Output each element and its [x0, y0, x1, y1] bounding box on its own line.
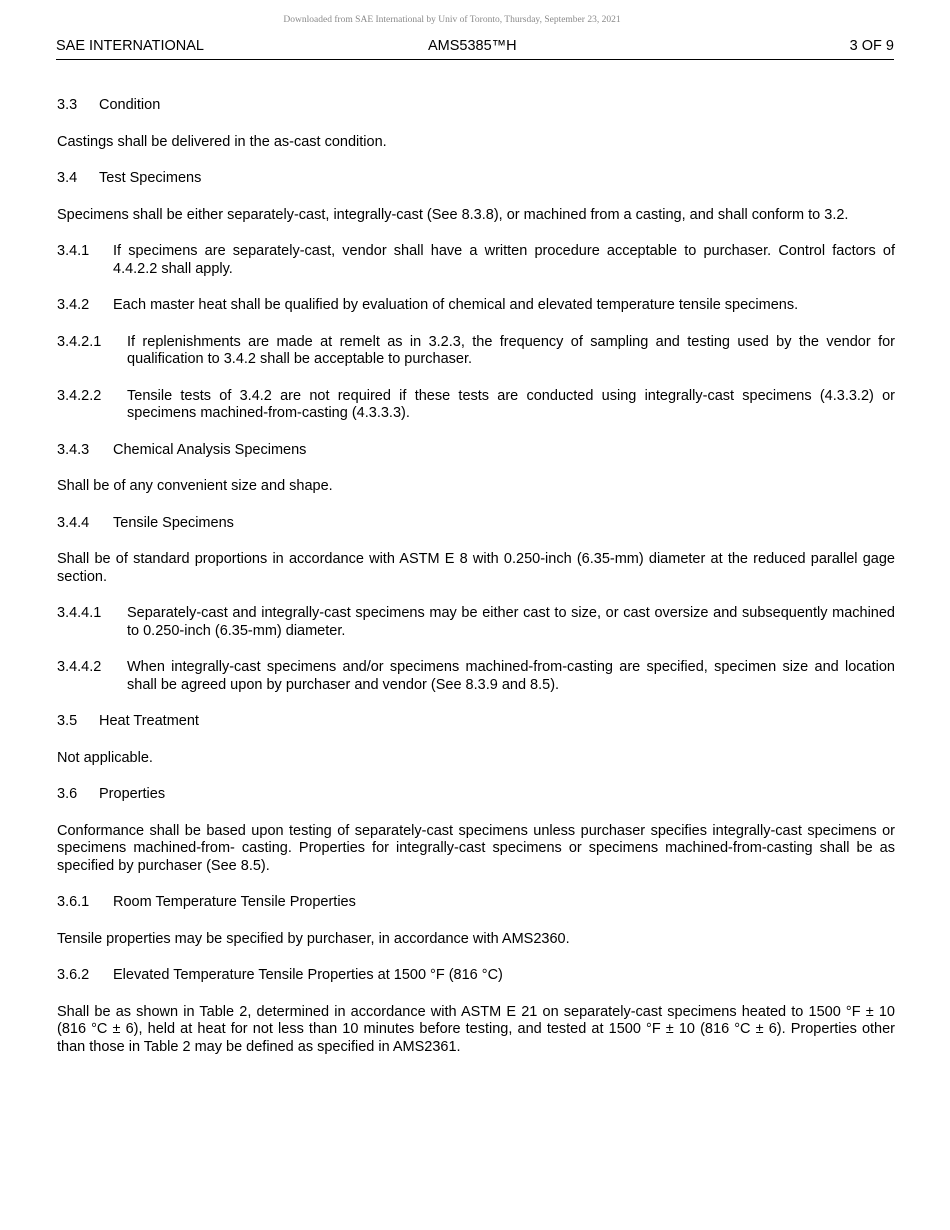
download-watermark: Downloaded from SAE International by Univ of Toronto, Thursday, September 23, 2021 — [283, 15, 621, 25]
section-number: 3.6.1 — [57, 894, 90, 910]
section-text-3-5: Not applicable. — [57, 749, 153, 766]
section-number: 3.6 — [57, 786, 78, 802]
clause-number: 3.4.2 — [57, 297, 90, 313]
section-title: Condition — [99, 97, 161, 113]
clause-text: If specimens are separately-cast, vendor shall have a written procedure acceptable to purchaser. Control factors of 4.4.2.2 shall apply. — [113, 243, 895, 277]
section-title: Test Specimens — [99, 170, 202, 186]
section-title: Chemical Analysis Specimens — [113, 441, 307, 458]
page-header — [56, 38, 894, 60]
section-number: 3.3 — [57, 97, 78, 113]
section-text-3-6-2: Shall be as shown in Table 2, determined in accordance with ASTM E 21 on separately-cast specimens heated to 1500 °F ± 10 (816 °C ± 6), held at heat for not less than 10 minutes before testing, and tested at 1500 °F ± 10 (816 °C ± 6). Properties other than those in Table 2 may be defined as specified in AMS2361. — [57, 1003, 895, 1055]
clause-text: When integrally-cast specimens and/or specimens machined-from-casting are specified, specimen size and location shall be agreed upon by purchaser and vendor (See 8.3.9 and 8.5). — [127, 659, 895, 693]
section-title: Properties — [99, 786, 166, 802]
clause-number: 3.4.2.2 — [57, 387, 102, 404]
section-title: Room Temperature Tensile Properties — [113, 894, 356, 910]
clause-number: 3.4.4.1 — [57, 605, 102, 621]
header-publisher: SAE INTERNATIONAL — [56, 38, 204, 54]
section-text-3-4-3: Shall be of any convenient size and shape. — [57, 478, 333, 494]
header-page-number: 3 OF 9 — [849, 38, 894, 54]
section-heading-3-3 — [57, 97, 895, 115]
header-doc-id: AMS5385™H — [428, 38, 517, 54]
section-text-3-6: Conformance shall be based upon testing of separately-cast specimens unless purchaser specifies integrally-cast specimens or specimens machined-from- casting. Properties for integrally-cast specimens or specimens machined-from-casting shall be as specified by purchaser (See 8.5). — [57, 822, 895, 874]
section-text-3-4-4: Shall be of standard proportions in accordance with ASTM E 8 with 0.250-inch (6.35-mm) diameter at the reduced parallel gage section. — [57, 551, 895, 585]
clause-text: Tensile tests of 3.4.2 are not required if these tests are conducted using integrally-cast specimens (4.3.3.2) or specimens machined-from-casting (4.3.3.3). — [127, 387, 895, 421]
clause-number: 3.4.2.1 — [57, 333, 102, 350]
clause-3-4-2-1 — [57, 334, 895, 369]
clause-3-4-1 — [57, 243, 895, 278]
section-heading-3-6 — [57, 786, 895, 804]
clause-number: 3.4.4.2 — [57, 659, 102, 675]
section-title: Heat Treatment — [99, 713, 199, 729]
section-heading-3-5 — [57, 713, 895, 731]
section-heading-3-6-1 — [57, 894, 895, 912]
clause-text: If replenishments are made at remelt as in 3.2.3, the frequency of sampling and testing used by the vendor for qualification to 3.4.2 shall be acceptable to purchaser. — [127, 333, 895, 367]
section-text-3-6-1: Tensile properties may be specified by purchaser, in accordance with AMS2360. — [57, 930, 570, 947]
clause-text: Each master heat shall be qualified by evaluation of chemical and elevated temperature tensile specimens. — [113, 297, 799, 313]
section-title: Elevated Temperature Tensile Properties at 1500 °F (816 °C) — [113, 967, 503, 983]
document-body — [57, 97, 895, 1075]
clause-text: Separately-cast and integrally-cast specimens may be either cast to size, or cast oversize and subsequently machined to 0.250-inch (6.35-mm) diameter. — [127, 605, 895, 639]
section-heading-3-4-4 — [57, 515, 895, 533]
section-title: Tensile Specimens — [113, 514, 234, 531]
section-number: 3.6.2 — [57, 967, 90, 983]
section-text-3-4: Specimens shall be either separately-cast, integrally-cast (See 8.3.8), or machined from a casting, and shall conform to 3.2. — [57, 206, 849, 223]
section-number: 3.4.4 — [57, 514, 90, 531]
section-number: 3.4 — [57, 170, 78, 186]
clause-3-4-2 — [57, 297, 895, 315]
section-heading-3-4 — [57, 170, 895, 188]
section-number: 3.4.3 — [57, 441, 90, 458]
section-text-3-3: Castings shall be delivered in the as-cast condition. — [57, 133, 387, 150]
clause-3-4-2-2 — [57, 388, 895, 423]
clause-3-4-4-2 — [57, 659, 895, 694]
section-heading-3-6-2 — [57, 967, 895, 985]
section-heading-3-4-3 — [57, 442, 895, 460]
clause-number: 3.4.1 — [57, 243, 90, 259]
section-number: 3.5 — [57, 713, 78, 729]
clause-3-4-4-1 — [57, 605, 895, 640]
